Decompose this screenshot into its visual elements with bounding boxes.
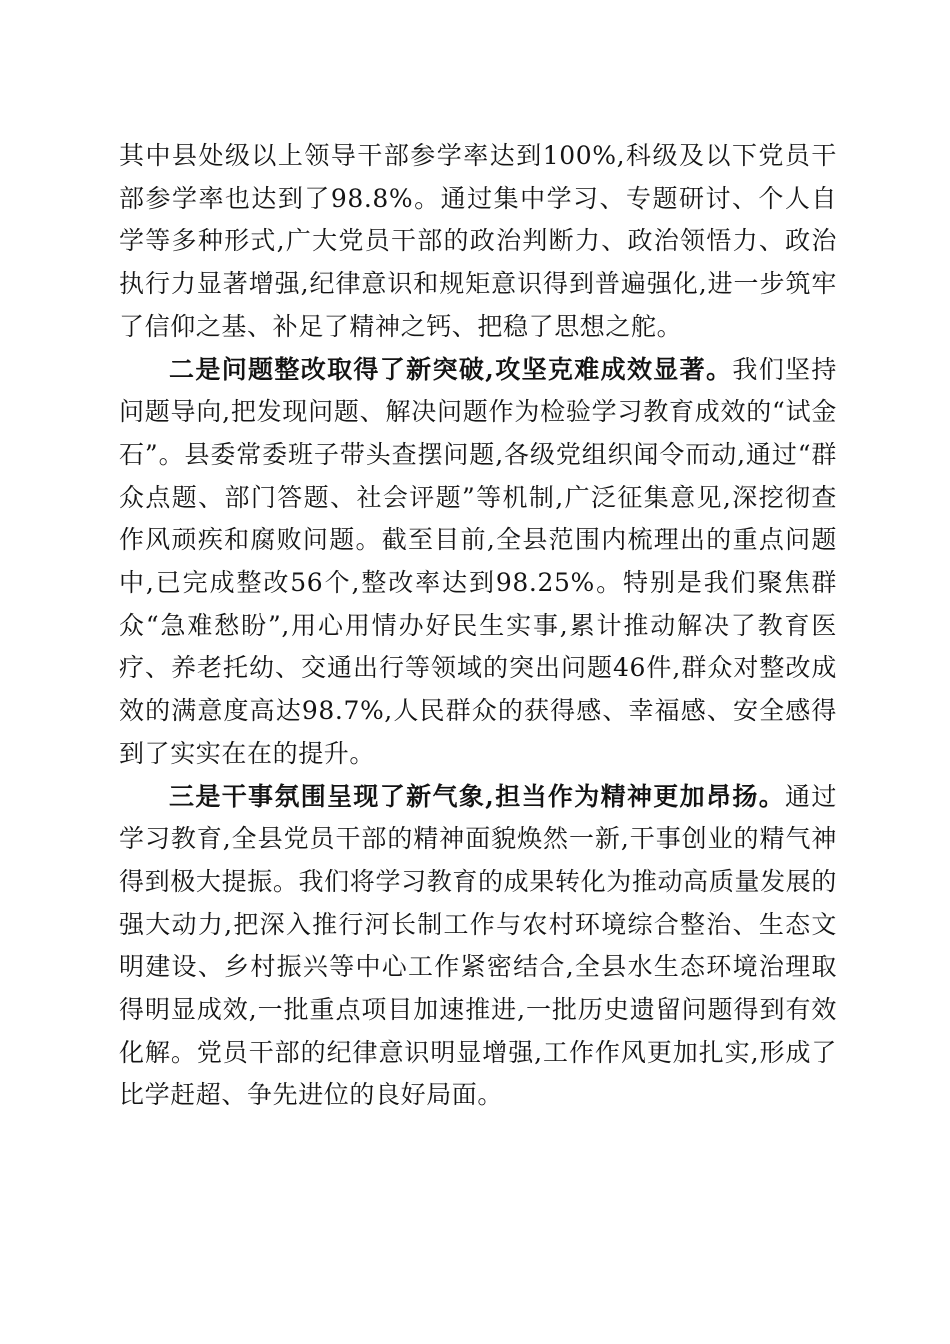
- paragraph-2: [119, 349, 837, 776]
- paragraph-lead: 二是问题整改取得了新突破,攻坚克难成效显著。: [169, 354, 733, 384]
- paragraph-lead: 三是干事氛围呈现了新气象,担当作为精神更加昂扬。: [169, 781, 786, 811]
- paragraph-1: [119, 135, 837, 349]
- paragraph-3: [119, 776, 837, 1118]
- paragraph-text: 其中县处级以上领导干部参学率达到100%,科级及以下党员干部参学率也达到了98.8%。通过集中学习、专题研讨、个人自学等多种形式,广大党员干部的政治判断力、政治领悟力、政治执行力显著增强,纪律意识和规矩意识得到普遍强化,进一步筑牢了信仰之基、补足了精神之钙、把稳了思想之舵。: [119, 141, 837, 341]
- paragraph-text: 通过学习教育,全县党员干部的精神面貌焕然一新,干事创业的精气神得到极大提振。我们将学习教育的成果转化为推动高质量发展的强大动力,把深入推行河长制工作与农村环境综合整治、生态文明建设、乡村振兴等中心工作紧密结合,全县水生态环境治理取得明显成效,一批重点项目加速推进,一批历史遗留问题得到有效化解。党员干部的纪律意识明显增强,工作作风更加扎实,形成了比学赶超、争先进位的良好局面。: [119, 781, 837, 1110]
- document-body: [119, 135, 837, 1117]
- paragraph-text: 我们坚持问题导向,把发现问题、解决问题作为检验学习教育成效的“试金石”。县委常委班子带头查摆问题,各级党组织闻令而动,通过“群众点题、部门答题、社会评题”等机制,广泛征集意见,深挖彻查作风顽疾和腐败问题。截至目前,全县范围内梳理出的重点问题中,已完成整改56个,整改率达到98.25%。特别是我们聚焦群众“急难愁盼”,用心用情办好民生实事,累计推动解决了教育医疗、养老托幼、交通出行等领域的突出问题46件,群众对整改成效的满意度高达98.7%,人民群众的获得感、幸福感、安全感得到了实实在在的提升。: [119, 354, 838, 768]
